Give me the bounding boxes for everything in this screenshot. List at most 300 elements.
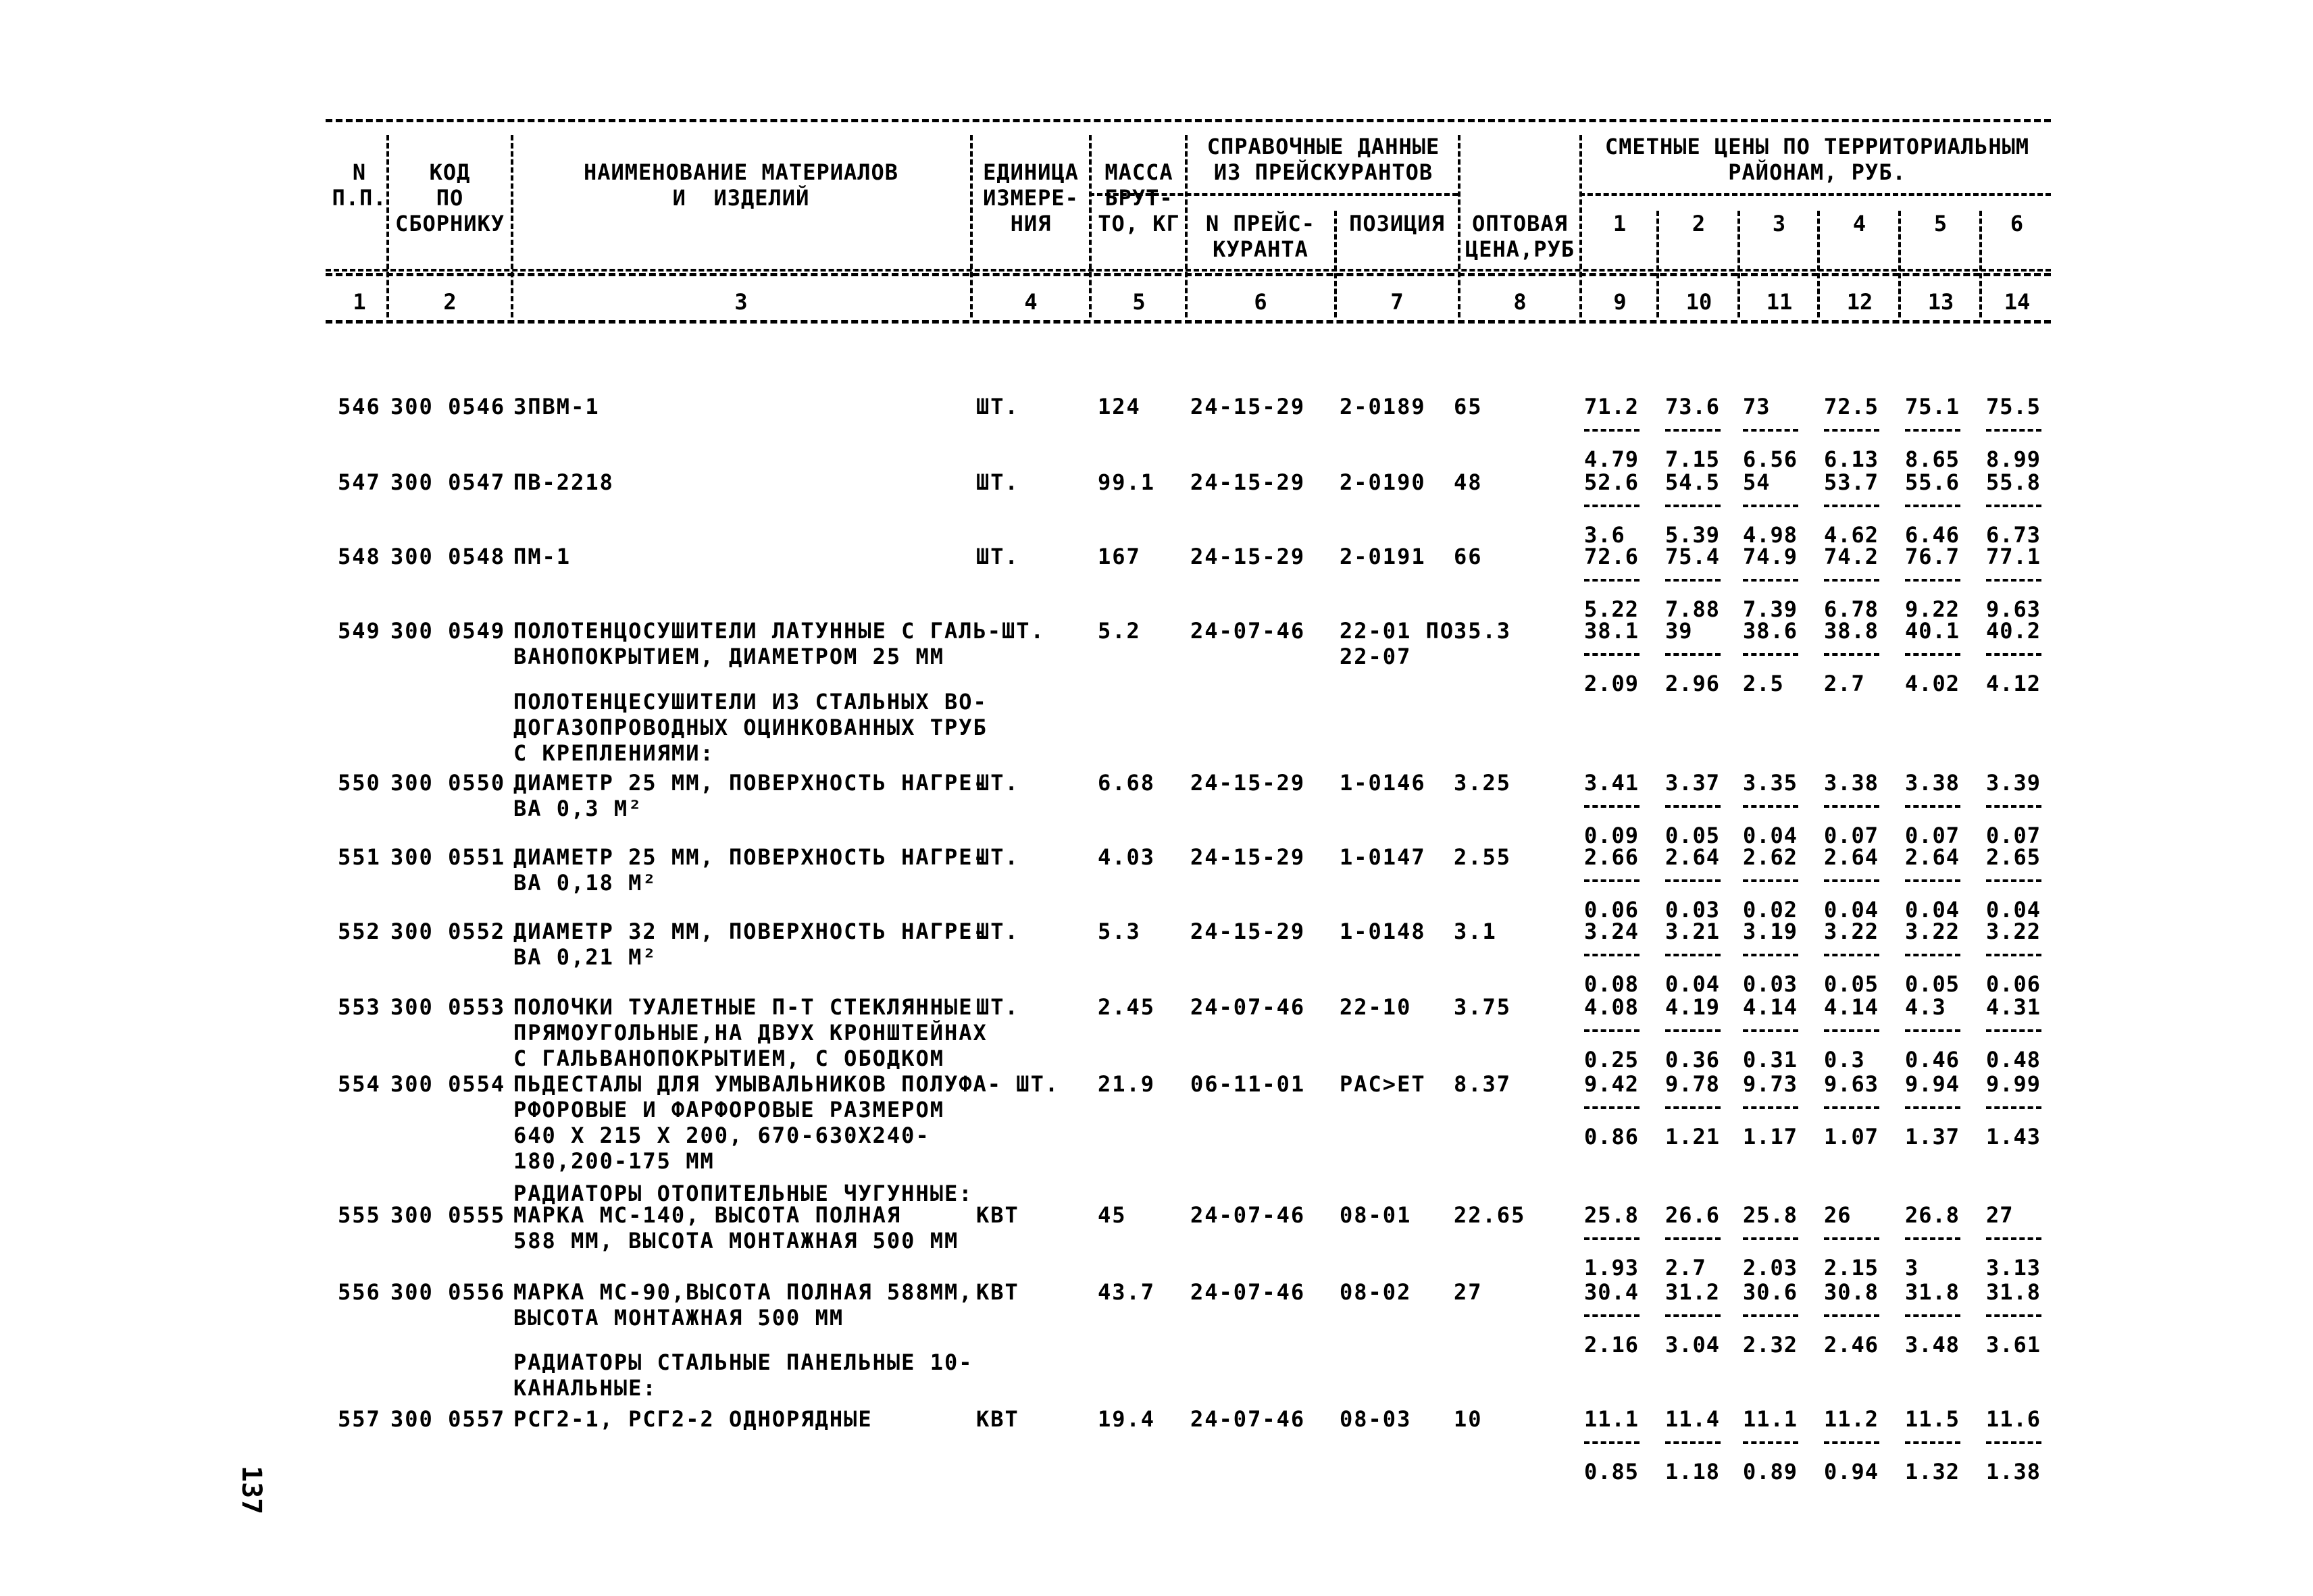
- row-mass: 21.9: [1098, 1071, 1156, 1097]
- header-divider: [1089, 135, 1092, 317]
- district-price: 3.22: [1905, 919, 1960, 944]
- district-price: 9.63: [1824, 1071, 1879, 1097]
- row-code: 300 0548: [390, 544, 506, 569]
- row-number: 546: [338, 394, 381, 419]
- district-price: 38.8: [1824, 618, 1879, 644]
- fraction-rule: [1743, 1106, 1798, 1109]
- row-number: 547: [338, 469, 381, 495]
- row-price-list: 24-07-46: [1190, 1202, 1306, 1228]
- row-mass: 4.03: [1098, 844, 1156, 870]
- district-price: 40.1: [1905, 618, 1960, 644]
- row-mass: 124: [1098, 394, 1141, 419]
- fraction-rule: [1905, 1029, 1960, 1032]
- column-number: 8: [1513, 289, 1527, 315]
- row-position: 08-03: [1340, 1406, 1412, 1432]
- district-price: 30.4: [1584, 1279, 1640, 1305]
- district-price-wage-component: 7.88: [1665, 596, 1721, 622]
- district-price-wage-component: 0.89: [1743, 1459, 1798, 1485]
- fraction-rule: [1905, 954, 1960, 956]
- column-number: 1: [353, 289, 366, 315]
- district-price: 4.14: [1743, 994, 1798, 1020]
- district-price-wage-component: 3.04: [1665, 1332, 1721, 1358]
- district-price-wage-component: 4.98: [1743, 522, 1798, 548]
- header-position: ПОЗИЦИЯ: [1349, 211, 1445, 236]
- district-price: 75.1: [1905, 394, 1960, 419]
- district-price-wage-component: 1.21: [1665, 1124, 1721, 1150]
- row-code: 300 0547: [390, 469, 506, 495]
- column-number: 12: [1846, 289, 1873, 315]
- district-price: 4.19: [1665, 994, 1721, 1020]
- row-code: 300 0556: [390, 1279, 506, 1305]
- fraction-rule: [1584, 954, 1640, 956]
- row-wholesale-price: 2.55: [1454, 844, 1512, 870]
- fraction-rule: [1665, 1029, 1721, 1032]
- header-row-number: N П.П.: [332, 159, 387, 211]
- row-number: 548: [338, 544, 381, 569]
- row-name: ЗПВМ-1: [513, 394, 600, 419]
- district-price-wage-component: 2.15: [1824, 1255, 1879, 1281]
- header-middle-rule: [326, 273, 2051, 276]
- group-heading: РАДИАТОРЫ СТАЛЬНЫЕ ПАНЕЛЬНЫЕ 10- КАНАЛЬНЫЕ:: [513, 1349, 973, 1401]
- fraction-rule: [1743, 879, 1798, 882]
- header-unit: ЕДИНИЦА ИЗМЕРЕ- НИЯ: [983, 159, 1079, 236]
- row-unit: ШТ.: [976, 994, 1019, 1020]
- row-position: РАС>ЕТ: [1340, 1071, 1426, 1097]
- row-mass: 6.68: [1098, 770, 1156, 796]
- district-price-wage-component: 2.7: [1824, 671, 1865, 696]
- row-position: 1-0148: [1340, 919, 1426, 944]
- district-price: 73: [1743, 394, 1771, 419]
- fraction-rule: [1986, 653, 2041, 656]
- district-price: 76.7: [1905, 544, 1960, 569]
- header-district-5: 5: [1933, 211, 1948, 236]
- district-price-wage-component: 0.04: [1743, 823, 1798, 848]
- row-unit: ШТ.: [976, 844, 1019, 870]
- row-name: ДИАМЕТР 25 ММ, ПОВЕРХНОСТЬ НАГРЕ- ВА 0,18 М²: [513, 844, 988, 896]
- district-price-wage-component: 4.02: [1905, 671, 1960, 696]
- district-price: 74.2: [1824, 544, 1879, 569]
- district-price-wage-component: 3: [1905, 1255, 1919, 1281]
- district-price: 75.4: [1665, 544, 1721, 569]
- column-number: 7: [1390, 289, 1404, 315]
- fraction-rule: [1743, 1029, 1798, 1032]
- district-price: 3.38: [1824, 770, 1879, 796]
- fraction-rule: [1584, 805, 1640, 808]
- district-price-wage-component: 0.04: [1905, 897, 1960, 923]
- district-price: 38.6: [1743, 618, 1798, 644]
- district-price-wage-component: 6.13: [1824, 446, 1879, 472]
- district-price: 54: [1743, 469, 1771, 495]
- row-unit: ШТ.: [976, 394, 1019, 419]
- fraction-rule: [1986, 429, 2041, 432]
- row-code: 300 0553: [390, 994, 506, 1020]
- row-wholesale-price: 22.65: [1454, 1202, 1526, 1228]
- fraction-rule: [1986, 805, 2041, 808]
- row-name: МАРКА МС-90,ВЫСОТА ПОЛНАЯ 588ММ, ВЫСОТА МОНТАЖНАЯ 500 ММ: [513, 1279, 973, 1331]
- fraction-rule: [1905, 429, 1960, 432]
- district-price: 73.6: [1665, 394, 1721, 419]
- district-price-wage-component: 2.96: [1665, 671, 1721, 696]
- row-number: 554: [338, 1071, 381, 1097]
- header-group-rule: [1579, 193, 2051, 196]
- district-price: 4.3: [1905, 994, 1946, 1020]
- header-divider: [1334, 211, 1337, 317]
- district-price: 38.1: [1584, 618, 1640, 644]
- district-price-wage-component: 7.15: [1665, 446, 1721, 472]
- column-number: 4: [1024, 289, 1038, 315]
- district-price: 31.8: [1986, 1279, 2041, 1305]
- row-price-list: 24-15-29: [1190, 394, 1306, 419]
- district-price: 9.42: [1584, 1071, 1640, 1097]
- row-name: ПМ-1: [513, 544, 571, 569]
- district-price-wage-component: 5.39: [1665, 522, 1721, 548]
- fraction-rule: [1824, 505, 1879, 507]
- row-unit: ШТ.: [976, 919, 1019, 944]
- fraction-rule: [1905, 579, 1960, 582]
- fraction-rule: [1905, 1441, 1960, 1444]
- district-price: 30.6: [1743, 1279, 1798, 1305]
- district-price-wage-component: 9.63: [1986, 596, 2041, 622]
- header-subrule: [326, 269, 2051, 272]
- header-district-3: 3: [1772, 211, 1787, 236]
- district-price: 25.8: [1743, 1202, 1798, 1228]
- row-position: 22-10: [1340, 994, 1412, 1020]
- district-price-wage-component: 0.03: [1665, 897, 1721, 923]
- header-district-prices: СМЕТНЫЕ ЦЕНЫ ПО ТЕРРИТОРИАЛЬНЫМ РАЙОНАМ, РУБ.: [1604, 134, 2030, 185]
- district-price-wage-component: 0.04: [1665, 971, 1721, 997]
- district-price: 11.4: [1665, 1406, 1721, 1432]
- district-price-wage-component: 0.02: [1743, 897, 1798, 923]
- page-number: 137: [236, 1466, 267, 1515]
- column-number: 11: [1766, 289, 1793, 315]
- row-name: ПОЛОТЕНЦОСУШИТЕЛИ ЛАТУННЫЕ С ГАЛЬ-ШТ. ВАНОПОКРЫТИЕМ, ДИАМЕТРОМ 25 ММ: [513, 618, 1045, 669]
- fraction-rule: [1584, 1441, 1640, 1444]
- district-price-wage-component: 0.09: [1584, 823, 1640, 848]
- row-unit: КВТ: [976, 1202, 1019, 1228]
- district-price-wage-component: 0.46: [1905, 1047, 1960, 1073]
- district-price: 26: [1824, 1202, 1852, 1228]
- row-position: 08-02: [1340, 1279, 1412, 1305]
- fraction-rule: [1665, 879, 1721, 882]
- fraction-rule: [1665, 1314, 1721, 1317]
- fraction-rule: [1584, 429, 1640, 432]
- row-position: 08-01: [1340, 1202, 1412, 1228]
- row-number: 555: [338, 1202, 381, 1228]
- district-price-wage-component: 8.99: [1986, 446, 2041, 472]
- row-number: 550: [338, 770, 381, 796]
- header-divider: [970, 135, 973, 317]
- district-price: 55.6: [1905, 469, 1960, 495]
- row-code: 300 0555: [390, 1202, 506, 1228]
- district-price: 26.8: [1905, 1202, 1960, 1228]
- fraction-rule: [1665, 1441, 1721, 1444]
- district-price: 52.6: [1584, 469, 1640, 495]
- fraction-rule: [1986, 1029, 2041, 1032]
- district-price: 3.21: [1665, 919, 1721, 944]
- group-heading: РАДИАТОРЫ ОТОПИТЕЛЬНЫЕ ЧУГУННЫЕ:: [513, 1181, 973, 1206]
- fraction-rule: [1986, 954, 2041, 956]
- district-price-wage-component: 1.17: [1743, 1124, 1798, 1150]
- fraction-rule: [1986, 1106, 2041, 1109]
- row-price-list: 24-15-29: [1190, 469, 1306, 495]
- row-wholesale-price: 27: [1454, 1279, 1483, 1305]
- district-price-wage-component: 1.07: [1824, 1124, 1879, 1150]
- district-price-wage-component: 2.7: [1665, 1255, 1706, 1281]
- fraction-rule: [1584, 1237, 1640, 1240]
- fraction-rule: [1824, 1029, 1879, 1032]
- fraction-rule: [1584, 579, 1640, 582]
- fraction-rule: [1665, 954, 1721, 956]
- district-price-wage-component: 5.22: [1584, 596, 1640, 622]
- header-price-list: N ПРЕЙС- КУРАНТА: [1205, 211, 1316, 262]
- district-price-wage-component: 0.06: [1986, 971, 2041, 997]
- district-price: 3.22: [1824, 919, 1879, 944]
- row-wholesale-price: 48: [1454, 469, 1483, 495]
- district-price: 2.64: [1905, 844, 1960, 870]
- row-name: ПЬДЕСТАЛЫ ДЛЯ УМЫВАЛЬНИКОВ ПОЛУФА- ШТ. РФОРОВЫЕ И ФАРФОРОВЫЕ РАЗМЕРОМ 640 Х 215 Х 200, 670-630Х240- 180,200-175 ММ: [513, 1071, 1060, 1174]
- district-price: 77.1: [1986, 544, 2041, 569]
- fraction-rule: [1743, 1441, 1798, 1444]
- district-price: 4.08: [1584, 994, 1640, 1020]
- header-top-rule: [326, 119, 2051, 122]
- row-mass: 167: [1098, 544, 1141, 569]
- row-price-list: 24-15-29: [1190, 919, 1306, 944]
- district-price-wage-component: 0.86: [1584, 1124, 1640, 1150]
- district-price-wage-component: 0.48: [1986, 1047, 2041, 1073]
- district-price-wage-component: 0.06: [1584, 897, 1640, 923]
- district-price: 54.5: [1665, 469, 1721, 495]
- district-price: 31.2: [1665, 1279, 1721, 1305]
- row-name: МАРКА МС-140, ВЫСОТА ПОЛНАЯ 588 ММ, ВЫСОТА МОНТАЖНАЯ 500 ММ: [513, 1202, 959, 1254]
- row-wholesale-price: 65: [1454, 394, 1483, 419]
- header-divider: [1656, 211, 1659, 317]
- row-wholesale-price: 3.1: [1454, 919, 1497, 944]
- row-unit: ШТ.: [976, 469, 1019, 495]
- district-price: 74.9: [1743, 544, 1798, 569]
- fraction-rule: [1824, 653, 1879, 656]
- district-price: 3.39: [1986, 770, 2041, 796]
- row-code: 300 0549: [390, 618, 506, 644]
- fraction-rule: [1665, 505, 1721, 507]
- header-wholesale-price: ОПТОВАЯ ЦЕНА,РУБ: [1465, 211, 1575, 262]
- header-code: КОД ПО СБОРНИКУ: [395, 159, 505, 236]
- fraction-rule: [1905, 1314, 1960, 1317]
- district-price-wage-component: 0.25: [1584, 1047, 1640, 1073]
- district-price: 3.38: [1905, 770, 1960, 796]
- district-price: 2.62: [1743, 844, 1798, 870]
- group-heading: ПОЛОТЕНЦЕСУШИТЕЛИ ИЗ СТАЛЬНЫХ ВО- ДОГАЗОПРОВОДНЫХ ОЦИНКОВАННЫХ ТРУБ С КРЕПЛЕНИЯМИ:: [513, 689, 988, 766]
- district-price-wage-component: 0.31: [1743, 1047, 1798, 1073]
- fraction-rule: [1743, 954, 1798, 956]
- row-position: 2-0191: [1340, 544, 1426, 569]
- district-price-wage-component: 1.37: [1905, 1124, 1960, 1150]
- row-number: 552: [338, 919, 381, 944]
- district-price-wage-component: 0.94: [1824, 1459, 1879, 1485]
- row-unit: КВТ: [976, 1279, 1019, 1305]
- district-price-wage-component: 0.07: [1986, 823, 2041, 848]
- fraction-rule: [1584, 1029, 1640, 1032]
- district-price: 53.7: [1824, 469, 1879, 495]
- header-divider: [1898, 211, 1901, 317]
- fraction-rule: [1665, 653, 1721, 656]
- column-number: 9: [1613, 289, 1627, 315]
- district-price: 2.65: [1986, 844, 2041, 870]
- fraction-rule: [1905, 505, 1960, 507]
- district-price-wage-component: 3.13: [1986, 1255, 2041, 1281]
- row-wholesale-price: 3.75: [1454, 994, 1512, 1020]
- row-price-list: 24-15-29: [1190, 844, 1306, 870]
- fraction-rule: [1905, 1106, 1960, 1109]
- row-mass: 5.3: [1098, 919, 1141, 944]
- row-position: 1-0146: [1340, 770, 1426, 796]
- district-price: 2.64: [1665, 844, 1721, 870]
- column-number: 10: [1685, 289, 1712, 315]
- district-price-wage-component: 1.18: [1665, 1459, 1721, 1485]
- row-wholesale-price: 3.25: [1454, 770, 1512, 796]
- fraction-rule: [1986, 1441, 2041, 1444]
- district-price-wage-component: 0.03: [1743, 971, 1798, 997]
- row-price-list: 24-07-46: [1190, 994, 1306, 1020]
- fraction-rule: [1584, 505, 1640, 507]
- fraction-rule: [1824, 805, 1879, 808]
- column-number: 13: [1927, 289, 1954, 315]
- fraction-rule: [1824, 954, 1879, 956]
- district-price: 72.6: [1584, 544, 1640, 569]
- district-price-wage-component: 4.12: [1986, 671, 2041, 696]
- district-price-wage-component: 1.93: [1584, 1255, 1640, 1281]
- row-name: РСГ2-1, РСГ2-2 ОДНОРЯДНЫЕ: [513, 1406, 873, 1432]
- district-price-wage-component: 6.78: [1824, 596, 1879, 622]
- header-district-1: 1: [1612, 211, 1627, 236]
- district-price-wage-component: 0.07: [1905, 823, 1960, 848]
- row-mass: 45: [1098, 1202, 1127, 1228]
- row-position: 2-0190: [1340, 469, 1426, 495]
- district-price-wage-component: 6.73: [1986, 522, 2041, 548]
- fraction-rule: [1905, 1237, 1960, 1240]
- fraction-rule: [1824, 429, 1879, 432]
- row-wholesale-price: 66: [1454, 544, 1483, 569]
- district-price-wage-component: 3.61: [1986, 1332, 2041, 1358]
- district-price: 3.41: [1584, 770, 1640, 796]
- district-price-wage-component: 1.38: [1986, 1459, 2041, 1485]
- header-district-4: 4: [1852, 211, 1867, 236]
- district-price-wage-component: 0.04: [1824, 897, 1879, 923]
- row-wholesale-price: 10: [1454, 1406, 1483, 1432]
- fraction-rule: [1584, 879, 1640, 882]
- row-price-list: 24-07-46: [1190, 618, 1306, 644]
- header-reference-group: СПРАВОЧНЫЕ ДАННЫЕ ИЗ ПРЕЙСКУРАНТОВ: [1206, 134, 1440, 185]
- district-price-wage-component: 8.65: [1905, 446, 1960, 472]
- row-number: 549: [338, 618, 381, 644]
- row-mass: 2.45: [1098, 994, 1156, 1020]
- row-code: 300 0546: [390, 394, 506, 419]
- district-price: 3.19: [1743, 919, 1798, 944]
- district-price-wage-component: 2.46: [1824, 1332, 1879, 1358]
- row-price-list: 24-07-46: [1190, 1279, 1306, 1305]
- row-unit: ШТ.: [976, 544, 1019, 569]
- fraction-rule: [1743, 579, 1798, 582]
- district-price: 3.37: [1665, 770, 1721, 796]
- row-mass: 19.4: [1098, 1406, 1156, 1432]
- district-price-wage-component: 0.85: [1584, 1459, 1640, 1485]
- fraction-rule: [1665, 429, 1721, 432]
- row-code: 300 0552: [390, 919, 506, 944]
- fraction-rule: [1665, 805, 1721, 808]
- district-price-wage-component: 2.5: [1743, 671, 1784, 696]
- row-mass: 5.2: [1098, 618, 1141, 644]
- row-code: 300 0550: [390, 770, 506, 796]
- district-price-wage-component: 0.3: [1824, 1047, 1865, 1073]
- row-position: 2-0189: [1340, 394, 1426, 419]
- fraction-rule: [1743, 429, 1798, 432]
- district-price: 3.35: [1743, 770, 1798, 796]
- district-price: 55.8: [1986, 469, 2041, 495]
- row-number: 551: [338, 844, 381, 870]
- header-divider: [1737, 211, 1740, 317]
- district-price-wage-component: 0.04: [1986, 897, 2041, 923]
- fraction-rule: [1743, 653, 1798, 656]
- row-price-list: 24-15-29: [1190, 544, 1306, 569]
- district-price: 11.6: [1986, 1406, 2041, 1432]
- row-code: 300 0557: [390, 1406, 506, 1432]
- header-district-6: 6: [2010, 211, 2025, 236]
- fraction-rule: [1743, 805, 1798, 808]
- district-price-wage-component: 0.07: [1824, 823, 1879, 848]
- district-price: 11.1: [1743, 1406, 1798, 1432]
- district-price-wage-component: 2.16: [1584, 1332, 1640, 1358]
- header-divider: [1185, 135, 1188, 317]
- district-price: 2.66: [1584, 844, 1640, 870]
- district-price-wage-component: 1.43: [1986, 1124, 2041, 1150]
- district-price: 11.1: [1584, 1406, 1640, 1432]
- district-price-wage-component: 0.05: [1824, 971, 1879, 997]
- row-name: ДИАМЕТР 32 ММ, ПОВЕРХНОСТЬ НАГРЕ- ВА 0,21 М²: [513, 919, 988, 970]
- row-code: 300 0554: [390, 1071, 506, 1097]
- row-price-list: 06-11-01: [1190, 1071, 1306, 1097]
- district-price-wage-component: 0.08: [1584, 971, 1640, 997]
- row-number: 557: [338, 1406, 381, 1432]
- district-price-wage-component: 6.56: [1743, 446, 1798, 472]
- fraction-rule: [1824, 579, 1879, 582]
- district-price: 75.5: [1986, 394, 2041, 419]
- district-price-wage-component: 3.6: [1584, 522, 1625, 548]
- district-price-wage-component: 9.22: [1905, 596, 1960, 622]
- fraction-rule: [1905, 653, 1960, 656]
- fraction-rule: [1743, 505, 1798, 507]
- district-price-wage-component: 6.46: [1905, 522, 1960, 548]
- district-price: 71.2: [1584, 394, 1640, 419]
- fraction-rule: [1986, 1237, 2041, 1240]
- district-price: 11.5: [1905, 1406, 1960, 1432]
- district-price-wage-component: 4.62: [1824, 522, 1879, 548]
- fraction-rule: [1824, 1106, 1879, 1109]
- fraction-rule: [1905, 805, 1960, 808]
- district-price-wage-component: 4.79: [1584, 446, 1640, 472]
- fraction-rule: [1584, 653, 1640, 656]
- row-name: ДИАМЕТР 25 ММ, ПОВЕРХНОСТЬ НАГРЕ- ВА 0,3 М²: [513, 770, 988, 821]
- column-number: 5: [1132, 289, 1146, 315]
- district-price-wage-component: 3.48: [1905, 1332, 1960, 1358]
- row-unit: КВТ: [976, 1406, 1019, 1432]
- district-price: 25.8: [1584, 1202, 1640, 1228]
- district-price: 4.31: [1986, 994, 2041, 1020]
- district-price: 3.22: [1986, 919, 2041, 944]
- row-number: 553: [338, 994, 381, 1020]
- fraction-rule: [1824, 1441, 1879, 1444]
- district-price: 9.94: [1905, 1071, 1960, 1097]
- district-price: 30.8: [1824, 1279, 1879, 1305]
- fraction-rule: [1743, 1314, 1798, 1317]
